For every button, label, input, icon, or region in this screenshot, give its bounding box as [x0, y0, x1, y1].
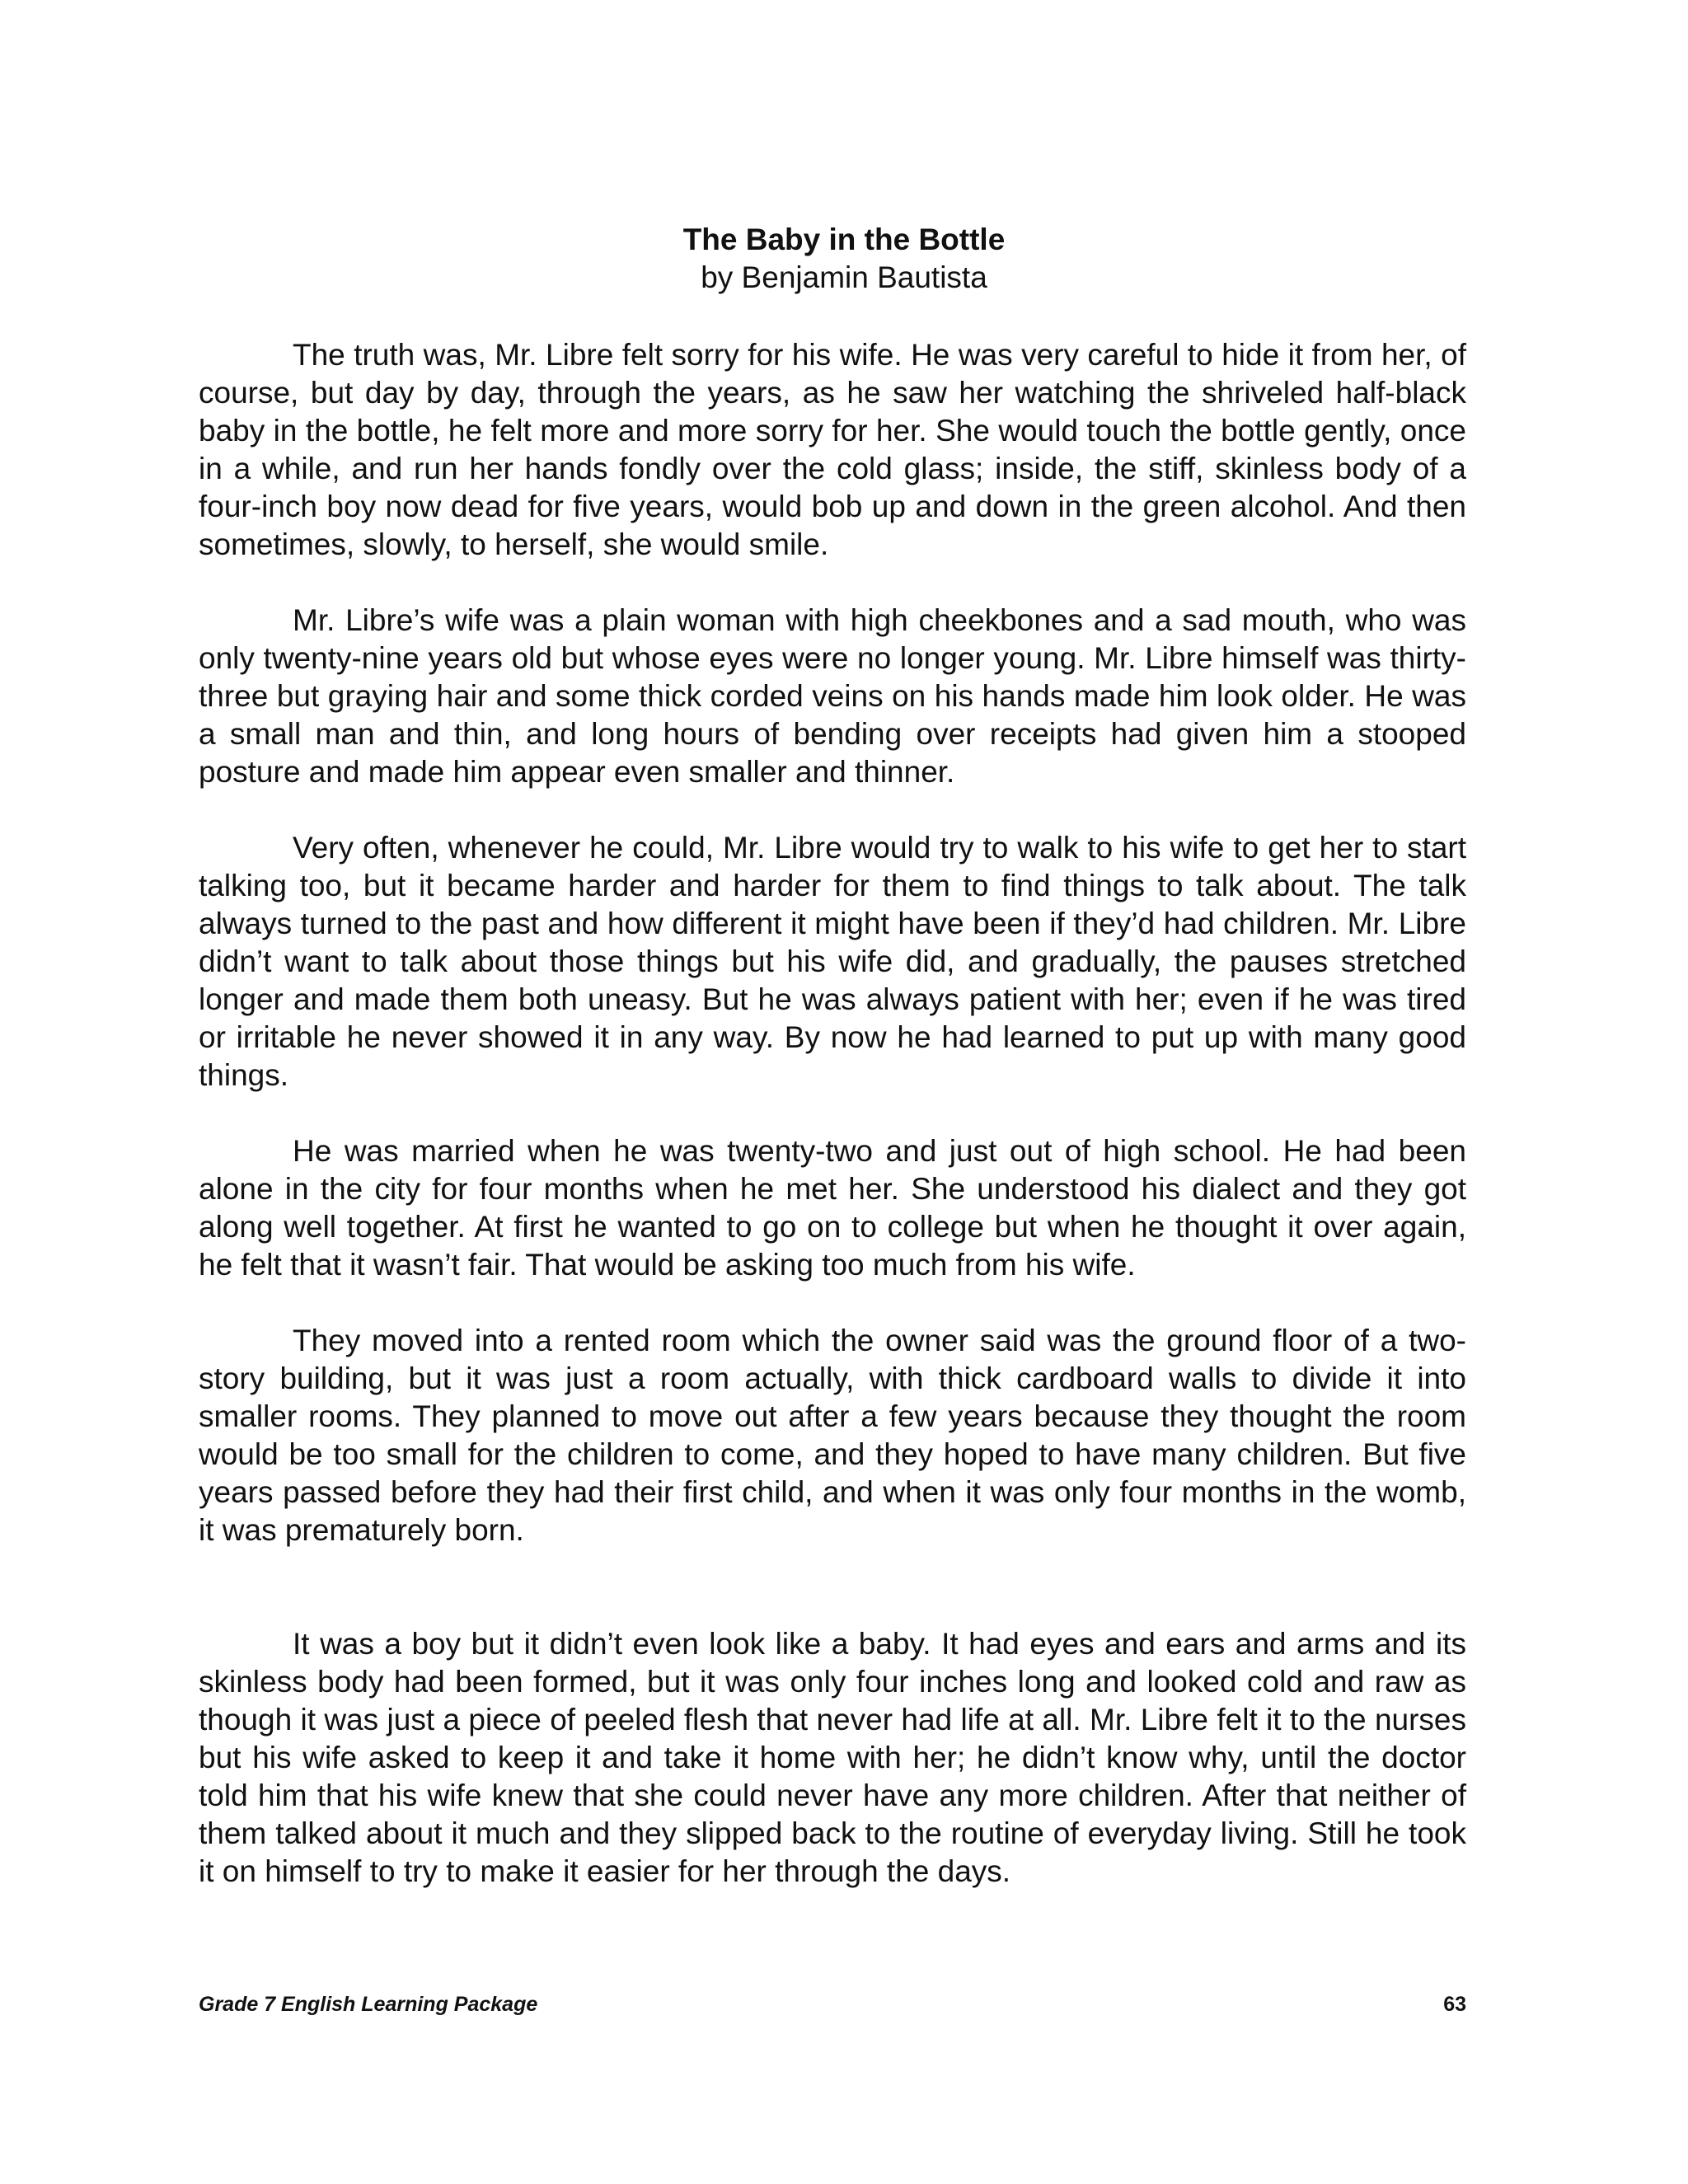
paragraph-4: He was married when he was twenty-two and just out of high school. He had been alone in the city for four months when he met her. She understood his dialect and they got along well together. At first he wanted to go on to college but when he thought it over again, he felt that it wasn’t fair. That would be asking too much from his wife.: [199, 1134, 1466, 1282]
story-byline: by Benjamin Bautista: [701, 260, 987, 294]
paragraph-1: The truth was, Mr. Libre felt sorry for his wife. He was very careful to hide it from her, of course, but day by day, through the years, as he saw her watching the shriveled half-black baby in the bottle, he felt more and more sorry for her. She would touch the bottle gently, once in a while, and run her hands fondly over the cold glass; inside, the stiff, skinless body of a four-inch boy now dead for five years, would bob up and down in the green alcohol. And then sometimes, slowly, to herself, she would smile.: [199, 338, 1466, 561]
paragraph-6: It was a boy but it didn’t even look like a baby. It had eyes and ears and arms and its skinless body had been formed, but it was only four inches long and looked cold and raw as though it was just a piece of peeled flesh that never had life at all. Mr. Libre felt it to the nurses but his wife asked to keep it and take it home with her; he didn’t know why, until the doctor told him that his wife knew that she could never have any more children. After that neither of them talked about it much and they slipped back to the routine of everyday living. Still he took it on himself to try to make it easier for her through the days.: [199, 1627, 1466, 1888]
paragraph-5: They moved into a rented room which the owner said was the ground floor of a two-story building, but it was just a room actually, with thick cardboard walls to divide it into smaller rooms. They planned to move out after a few years because they thought the room would be too small for the children to come, and they hoped to have many children. But five years passed before they had their first child, and when it was only four months in the womb, it was prematurely born.: [199, 1324, 1466, 1547]
document-header: [0, 221, 1688, 297]
paragraph-2: Mr. Libre’s wife was a plain woman with high cheekbones and a sad mouth, who was only twenty-nine years old but whose eyes were no longer young. Mr. Libre himself was thirty-three but graying hair and some thick corded veins on his hands made him look older. He was a small man and thin, and long hours of bending over receipts had given him a stooped posture and made him appear even smaller and thinner.: [199, 603, 1466, 789]
footer-package-label: Grade 7 English Learning Package: [199, 1993, 538, 2016]
paragraph-3: Very often, whenever he could, Mr. Libre would try to walk to his wife to get her to start talking too, but it became harder and harder for them to find things to talk about. The talk always turned to the past and how different it might have been if they’d had children. Mr. Libre didn’t want to talk about those things but his wife did, and gradually, the pauses stretched longer and made them both uneasy. But he was always patient with her; even if he was tired or irritable he never showed it in any way. By now he had learned to put up with many good things.: [199, 831, 1466, 1092]
story-body: [199, 336, 1466, 1891]
page-number: 63: [1443, 1993, 1466, 2016]
story-title: The Baby in the Bottle: [682, 223, 1006, 256]
